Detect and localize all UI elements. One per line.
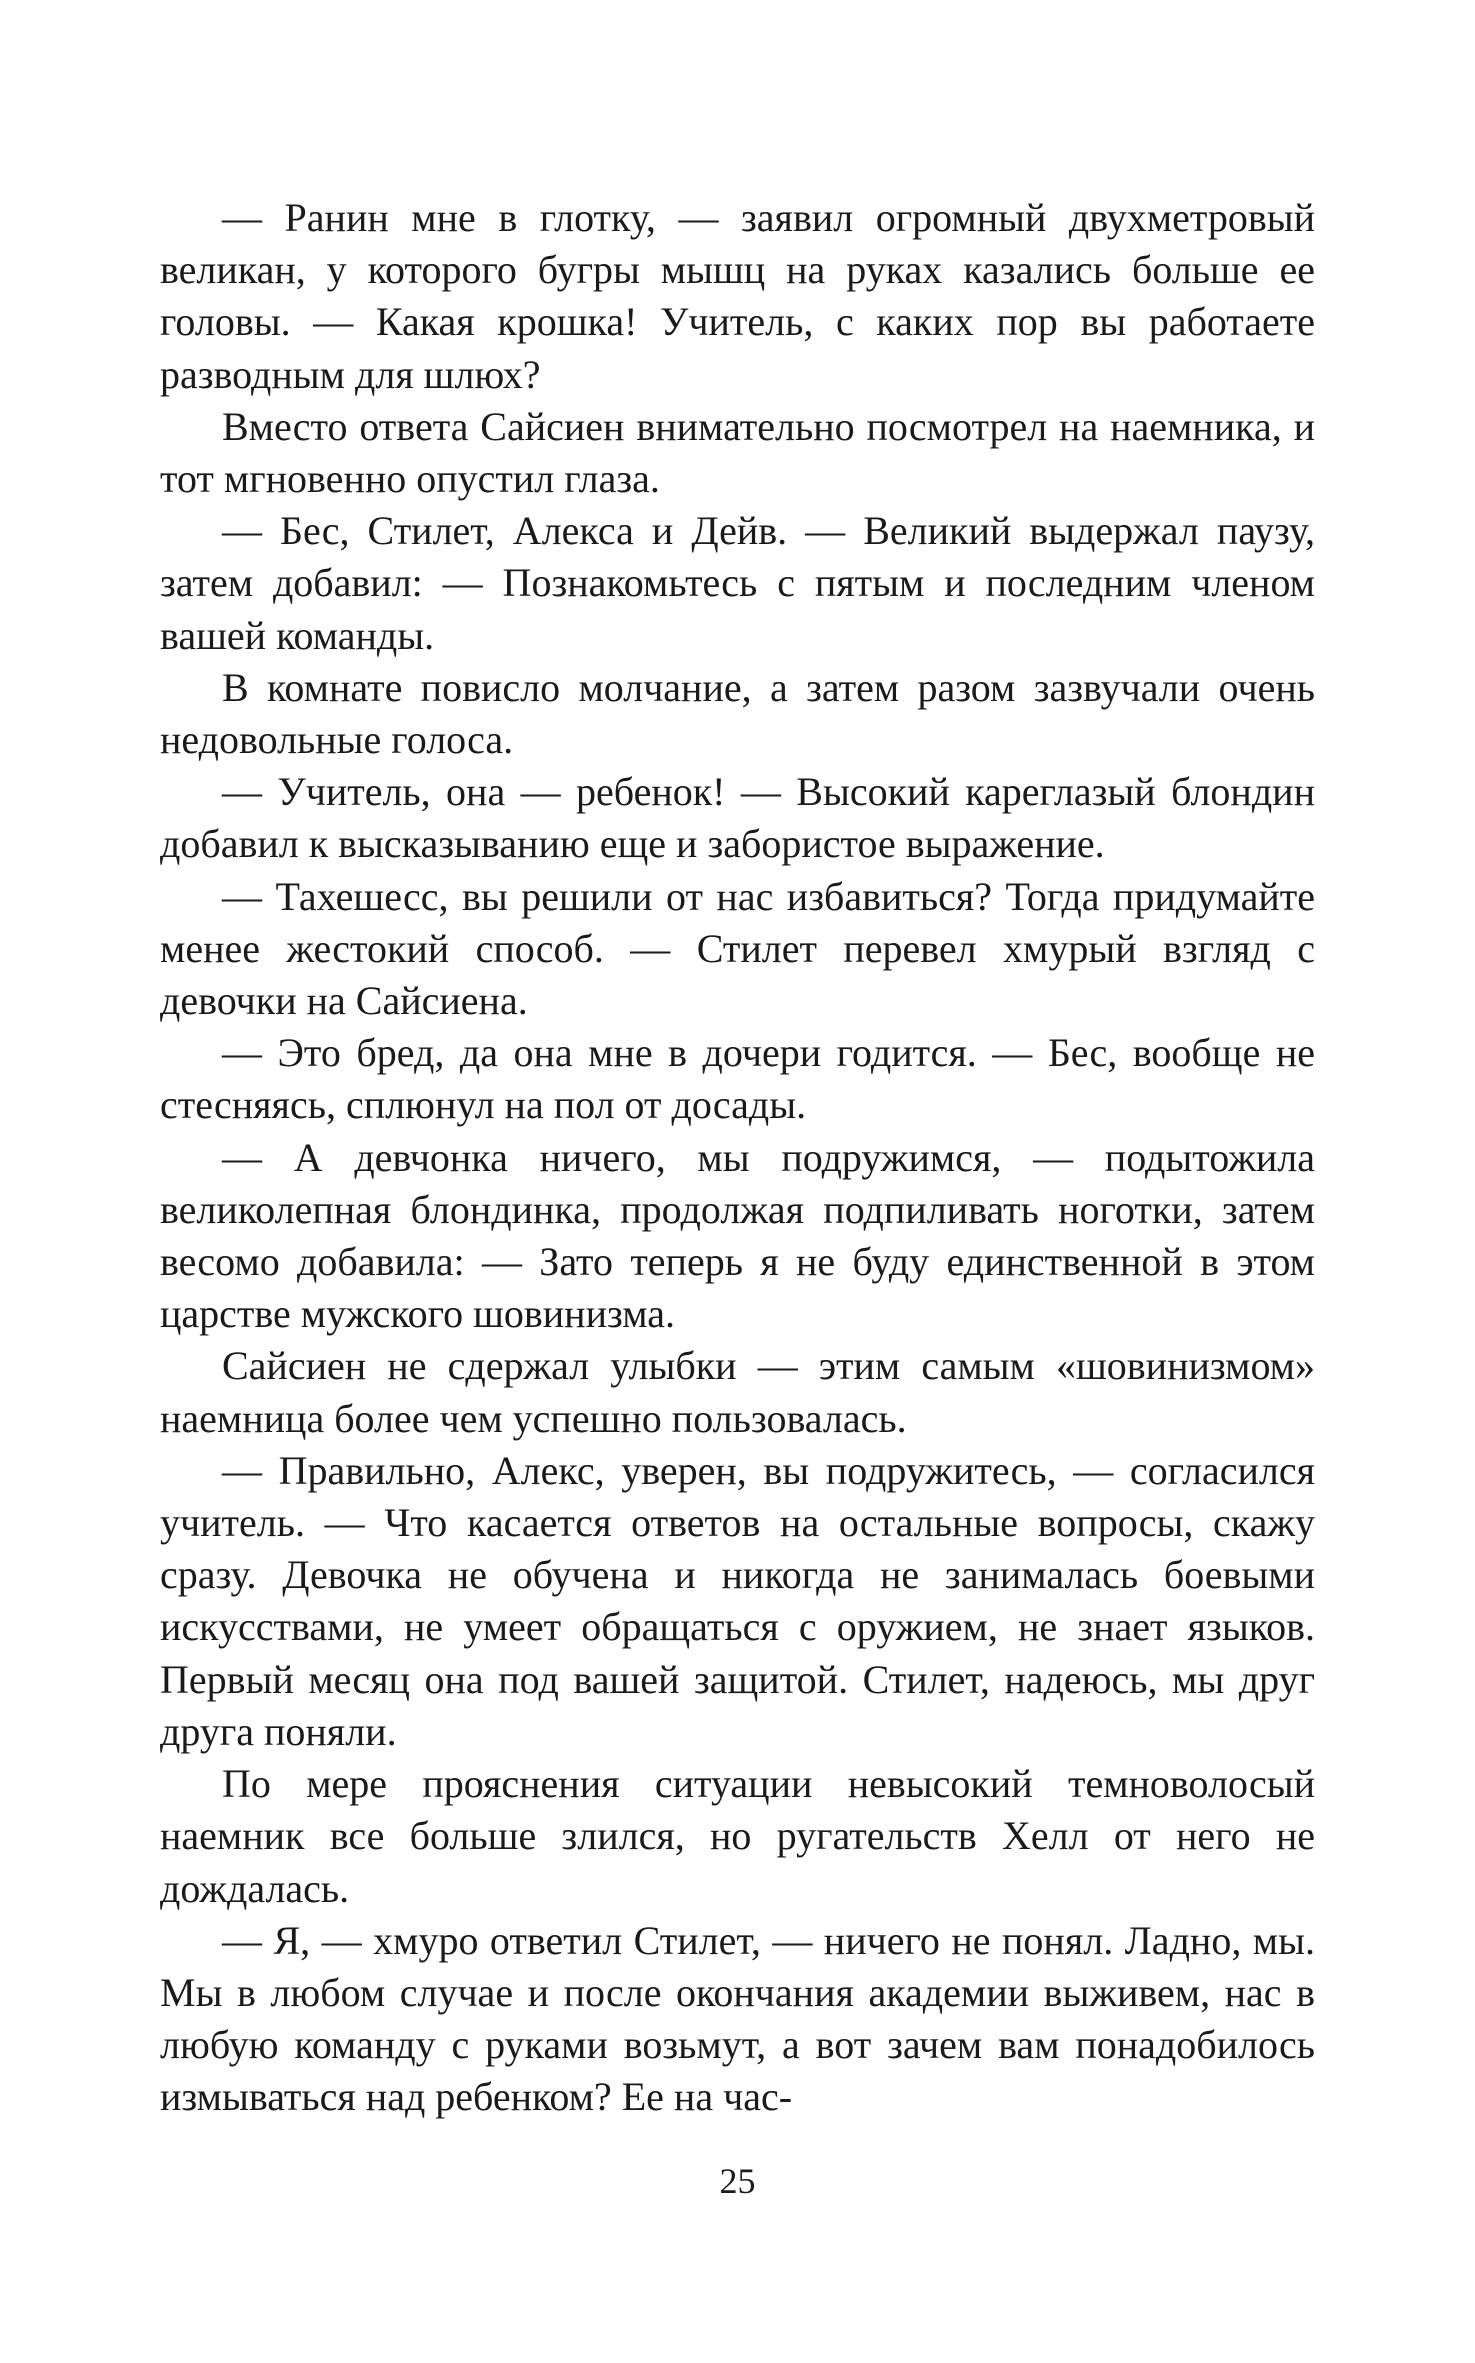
paragraph: — Я, — хмуро ответил Стилет, — ничего не понял. Ладно, мы. Мы в любом случае и после окончания академии выживем, нас в любую команду с руками возьмут, а вот зачем вам понадобилось измываться над ребенком? Ее на час- [160, 1917, 1315, 2120]
paragraph: — А девчонка ничего, мы подружимся, — подытожила великолепная блондинка, продолжая подпиливать ноготки, затем весомо добавила: — Зато теперь я не буду единственной в этом царстве мужского шовинизма. [160, 1134, 1315, 1337]
text-body [160, 192, 1315, 2124]
paragraph: — Ранин мне в глотку, — заявил огромный двухметровый великан, у которого бугры мышц на руках казались больше ее головы. — Какая крошка! Учитель, с каких пор вы работаете разводным для шлюх? [160, 195, 1315, 397]
paragraph: — Тахешесс, вы решили от нас избавиться? Тогда придумайте менее жестокий способ. — Стилет перевел хмурый взгляд с девочки на Сайсиена. [160, 873, 1315, 1024]
paragraph: По мере прояснения ситуации невысокий темноволосый наемник все больше злился, но ругательств Хелл от него не дождалась. [160, 1761, 1315, 1911]
paragraph: — Правильно, Алекс, уверен, вы подружитесь, — согласился учитель. — Что касается ответов на остальные вопросы, скажу сразу. Девочка не обучена и никогда не занималась боевыми искусствами, не умеет обращаться с оружием, не знает языков. Первый месяц она под вашей защитой. Стилет, надеюсь, мы друг друга поняли. [160, 1447, 1315, 1754]
paragraph: — Это бред, да она мне в дочери годится. — Бес, вообще не стесняясь, сплюнул на пол от досады. [160, 1030, 1315, 1128]
paragraph: В комнате повисло молчание, а затем разом зазвучали очень недовольные голоса. [160, 664, 1315, 763]
paragraph: — Учитель, она — ребенок! — Высокий кареглазый блондин добавил к высказыванию еще и забористое выражение. [160, 769, 1315, 867]
page-number: 25 [719, 2161, 756, 2201]
paragraph: Сайсиен не сдержал улыбки — этим самым «шовинизмом» наемница более чем успешно пользовалась. [160, 1343, 1315, 1441]
paragraph: Вместо ответа Сайсиен внимательно посмотрел на наемника, и тот мгновенно опустил глаза. [160, 403, 1315, 502]
paragraph: — Бес, Стилет, Алекса и Дейв. — Великий выдержал паузу, затем добавил: — Познакомьтесь с пятым и последним членом вашей команды. [160, 508, 1315, 658]
book-page [160, 192, 1315, 2232]
